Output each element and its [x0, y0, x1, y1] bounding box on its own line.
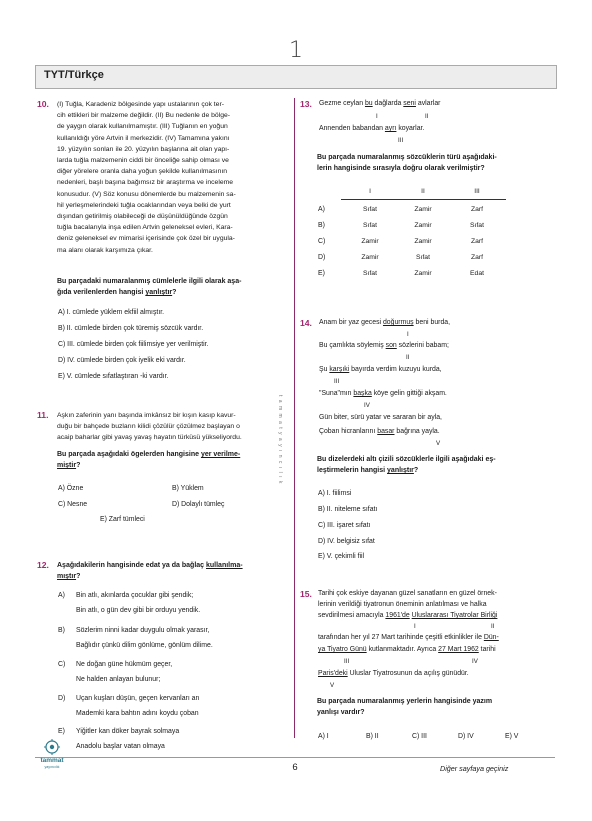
q13-l2-u: ayrı [384, 125, 397, 132]
q10-passage-line: kullanıldığı yöre Artvin il merkezidir. (IV) Tamamına yakını [57, 134, 230, 142]
q13-l1-u1: bu [364, 100, 373, 107]
q10-option-a[interactable]: A) I. cümlede yüklem ekfiil almıştır. [58, 309, 165, 316]
q14-l1-b: beni burda, [413, 319, 451, 326]
q14-l4-a: "Suna"mın [319, 390, 354, 397]
q11-passage [57, 410, 285, 444]
q10-passage-line: 19. yüzyılın sonları ile 20. yüzyılın başlarına ait olan yapı- [57, 145, 230, 153]
q14-number: 14. [300, 318, 312, 328]
q15-roman-5: V [330, 682, 335, 689]
q13-table-cell: Sıfat [363, 270, 377, 277]
q14-l3-u: karşıki [329, 366, 350, 373]
q15-option-b[interactable]: B) II [366, 733, 379, 740]
q13-l2-a: Annenden babandan [319, 125, 385, 132]
q13-roman-3: III [398, 137, 404, 144]
q10-option-b[interactable]: B) II. cümlede birden çok türemiş sözcük vardır. [58, 325, 204, 332]
q15-line-1: Tarihi çok eskiye dayanan güzel sanatların en güzel örnek- [318, 590, 497, 597]
q12-option-verse[interactable]: Bin atlı, o gün dev gibi bir orduyu yendik. [76, 607, 201, 614]
q14-l6-b: bağrına yayla. [394, 428, 440, 435]
q11-option-c[interactable]: C) Nesne [58, 501, 88, 508]
q10-passage-line: ma alanı olarak karşımıza çıkar. [57, 246, 153, 254]
q13-header-rule [448, 199, 506, 200]
q15-l5-u1: ya Tiyatro Günü [318, 646, 367, 653]
q14-stem-underlined: yanlıştır [387, 467, 414, 475]
q10-number: 10. [37, 99, 49, 109]
q14-l6-u: basar [377, 428, 395, 435]
q14-option-e[interactable]: E) V. çekimli fiil [318, 553, 365, 560]
q14-option-b[interactable]: B) II. niteleme sıfatı [318, 506, 378, 513]
q12-stem-a: Aşağıdakilerin hangisinde edat ya da bağlaç [57, 562, 206, 569]
q12-option-verse[interactable]: Anadolu başlar vatan olmaya [76, 743, 165, 750]
q15-l3-u1: 1961'de [385, 612, 410, 619]
q10-passage [57, 99, 285, 256]
q10-passage-line: de yaygın olarak kullanılmamıştır. (III) Tuğlanın en yoğun [57, 123, 228, 131]
q11-option-d[interactable]: D) Dolaylı tümleç [172, 501, 225, 508]
q15-roman-3: III [344, 658, 350, 665]
q11-passage-line: acaip baharlar gibi yavaş yavaş hayatın türküsü yükseliyordu. [57, 434, 242, 442]
q15-line-4 [318, 634, 499, 641]
q15-l6-u: Paris'deki [318, 670, 348, 677]
q13-l1-u2: seni [403, 100, 416, 107]
q13-stem [317, 152, 552, 175]
q11-stem-underlined-2: miştir [57, 462, 77, 470]
q13-table-cell: Zamir [361, 238, 379, 245]
q14-l3-a: Şu [319, 366, 330, 373]
q10-passage-line: dışından getirilmiş olabileceği de düşünüldüğünde özgün [57, 213, 228, 221]
q14-verse-1 [319, 319, 450, 326]
q14-verse-3 [319, 366, 442, 373]
q13-table-cell: Zarf [470, 254, 484, 261]
q14-l4-u: başka [353, 390, 372, 397]
q10-passage-line: deniz geleneksel ev mimarisi içerisinde çok özel bir uygula- [57, 235, 235, 243]
q12-option-verse[interactable]: Ne halden anlayan bulunur; [76, 676, 161, 683]
q14-verse-5: Gün biter, sürü yatar ve sararan bir ayla, [319, 414, 442, 421]
q14-stem [317, 454, 552, 477]
q14-option-a[interactable]: A) I. fiilimsi [318, 490, 352, 497]
q13-table-cell: Sıfat [363, 206, 377, 213]
q15-line-3 [318, 612, 497, 619]
q12-stem-underlined-2: mıştır [57, 573, 77, 581]
q13-column-header: I [369, 188, 371, 195]
q15-l3-a: sevdirilmesi amacıyla [318, 612, 386, 619]
q13-l2-b: koyarlar. [396, 125, 425, 132]
q13-verse-line-2 [319, 125, 424, 132]
q13-column-header: II [421, 188, 425, 195]
q13-table-cell: Zamir [414, 222, 432, 229]
q14-l2-u: son [385, 342, 397, 349]
q15-l3-u2: Uluslararası Tiyatrolar Birliği [411, 612, 498, 619]
q10-passage-line: larda tuğla malzemenin ciddi bir önceliğe sahip olması ve [57, 157, 229, 165]
next-page-note: Diğer sayfaya geçiniz [440, 764, 509, 773]
q13-l1-a: Gezme ceylan [319, 100, 365, 107]
q13-header-rule [341, 199, 399, 200]
logo-subtext: yayıncılık [44, 765, 60, 769]
q11-stem-a: Bu parçada aşağıdaki ögelerden hangisine [57, 451, 201, 458]
q12-number: 12. [37, 560, 49, 570]
q12-option-verse[interactable]: Ne doğan güne hükmüm geçer, [76, 661, 173, 668]
q13-l1-c: avlarlar [415, 100, 441, 107]
publisher-watermark: t a m m a t y a y ı n c ı l ı k [277, 395, 283, 485]
q12-option-verse[interactable]: Sözlerim ninni kadar duygulu olmak yarasır, [76, 627, 210, 634]
q13-verse-line-1 [319, 100, 440, 107]
q15-stem [317, 696, 552, 719]
q11-option-a[interactable]: A) Özne [58, 485, 84, 492]
q15-stem-line-1: Bu parçada numaralanmış yerlerin hangisinde yazım [317, 698, 493, 705]
q15-l4-u: Dün- [483, 634, 499, 641]
q11-number: 11. [37, 410, 49, 420]
q13-number: 13. [300, 99, 312, 109]
column-divider [294, 98, 295, 738]
q12-option-verse[interactable]: Yiğitler kan döker bayrak solmaya [76, 728, 180, 735]
q15-roman-4: IV [472, 658, 478, 665]
q10-passage-line: hil yerleşmelerindeki tuğla ocaklarından veya belki de yurt [57, 201, 231, 209]
q14-l1-a: Anam bir yaz gecesi [319, 319, 383, 326]
q14-roman-3: III [334, 378, 340, 385]
q10-stem [57, 276, 287, 299]
q13-stem-line-2: lerin hangisinde sırasıyla doğru olarak verilmiştir? [317, 165, 485, 173]
q14-l2-a: Bu çamlıkta söylemiş [319, 342, 386, 349]
q10-stem-b: ğıda verilenlerden hangisi [57, 289, 146, 297]
q15-l5-a: kutlanmaktadır. Ayrıca [366, 646, 439, 653]
q15-option-d[interactable]: D) IV [458, 733, 474, 740]
q11-passage-line: duğu bir bahçede buzların kilidi çözülür çözülmez başlayan o [57, 423, 240, 431]
q14-l3-b: bayırda verdim kuzuyu kurda, [349, 366, 442, 373]
q12-option-label[interactable]: D) [58, 695, 66, 702]
q10-option-c[interactable]: C) III. cümlede birden çok fiilimsiye yer verilmiştir. [58, 341, 209, 348]
q10-option-e[interactable]: E) V. cümlede sıfatlaştıran -ki vardır. [58, 373, 169, 380]
q13-table-cell: Zamir [414, 238, 432, 245]
q15-option-a[interactable]: A) I [318, 733, 329, 740]
q14-verse-4 [319, 390, 447, 397]
q14-roman-2: II [406, 354, 410, 361]
publisher-logo [37, 738, 67, 770]
q14-l4-b: köye gelin gittiği akşam. [371, 390, 447, 397]
q15-l4-a: tarafından her yıl 27 Mart tarihinde çeşitli etkinlikler ile [318, 634, 484, 641]
q13-option-label[interactable]: D) [318, 254, 326, 261]
q12-option-label[interactable]: E) [58, 728, 65, 735]
q12-stem [57, 560, 287, 583]
q13-header-rule [394, 199, 452, 200]
header-bar [35, 65, 557, 89]
q10-stem-a: Bu parçadaki numaralanmış cümlelerle ilgili olarak aşa- [57, 278, 242, 285]
q14-l1-u: doğurmuş [382, 319, 414, 326]
logo-text: tammat [40, 757, 64, 764]
q11-stem [57, 449, 287, 472]
q15-option-c[interactable]: C) III [412, 733, 427, 740]
q14-roman-4: IV [364, 402, 370, 409]
q10-passage-line: konusudur. (V) Söz konusu dönemlerde bu malzemenin sa- [57, 190, 236, 198]
q13-table-cell: Zarf [470, 238, 484, 245]
q11-stem-underlined-1: yer verilme- [200, 451, 241, 458]
q13-table-cell: Zamir [414, 206, 432, 213]
q13-table-cell: Edat [470, 270, 484, 277]
q11-option-b[interactable]: B) Yüklem [172, 485, 204, 492]
page-top-mark: 1 [289, 38, 303, 63]
q10-passage-line: cih ettikleri bir malzeme değildir. (II) Bu nedenle de bölge- [57, 112, 231, 120]
header-title: TYT/Türkçe [44, 69, 104, 81]
q14-option-c[interactable]: C) III. işaret sıfatı [318, 522, 371, 529]
q13-column-header: III [474, 188, 480, 195]
q12-stem-underlined-1: kullanılma- [206, 562, 243, 569]
q15-option-e[interactable]: E) V [505, 733, 519, 740]
page-number: 6 [292, 762, 298, 773]
q13-table-cell: Sıfat [416, 254, 430, 261]
q15-l6-a: Uluslar Tiyatrosunun da açılış günüdür. [347, 670, 469, 677]
q13-table-cell: Sıfat [470, 222, 484, 229]
q14-roman-5: V [436, 440, 441, 447]
q12-option-verse[interactable]: Mademki kara bahtın adını koydu çoban [76, 710, 199, 717]
footer-rule [35, 757, 555, 758]
q12-option-label[interactable]: B) [58, 627, 65, 634]
q15-line-6 [318, 670, 469, 677]
q13-option-label[interactable]: C) [318, 238, 326, 245]
q10-stem-underlined: yanlıştır [145, 289, 173, 297]
q14-stem-a: Bu dizelerdeki altı çizili sözcüklerle ilgili aşağıdaki eş- [317, 456, 496, 463]
q15-line-2: lerinin verildiği tiyatronun öneminin anlatılması ve halka [318, 601, 487, 608]
q13-option-label[interactable]: A) [318, 206, 325, 213]
q12-option-label[interactable]: A) [58, 592, 65, 599]
q13-l1-b: dağlarda [372, 100, 404, 107]
q13-option-label[interactable]: B) [318, 222, 325, 229]
q12-stem-c: ? [76, 573, 81, 581]
q13-option-label[interactable]: E) [318, 270, 325, 277]
q14-l6-a: Çoban hicranlarını [319, 428, 378, 435]
q10-passage-line: (I) Tuğla, Karadeniz bölgesinde yapı ustalarının çok ter- [57, 101, 224, 108]
q15-number: 15. [300, 589, 312, 599]
q13-table-cell: Sıfat [363, 222, 377, 229]
q14-verse-6 [319, 428, 440, 435]
q15-roman-1: I [414, 623, 416, 630]
q15-roman-2: II [491, 623, 495, 630]
q12-option-verse[interactable]: Bağlıdır çünkü dilim gönlüme, gönlüm dilime. [76, 642, 213, 649]
q14-l2-b: sözlerini babam; [396, 342, 449, 349]
q11-stem-c: ? [76, 462, 81, 470]
q10-passage-line: tuğla bacalarıyla inşa edilen Artvin geleneksel evleri, Kara- [57, 224, 233, 232]
q15-line-5 [318, 646, 496, 653]
q14-stem-c: ? [413, 467, 419, 475]
q14-option-d[interactable]: D) IV. belgisiz sıfat [318, 538, 375, 545]
q15-stem-line-2: yanlışı vardır? [317, 709, 365, 717]
q10-passage-line: diğer yörelere oranla daha yoğun şekilde kullanılmasının [57, 168, 228, 176]
q13-roman-2: II [425, 113, 429, 120]
q14-roman-1: I [407, 331, 409, 338]
q13-roman-1: I [376, 113, 378, 120]
q13-table-cell: Zamir [414, 270, 432, 277]
q12-option-verse[interactable]: Bin atlı, akınlarda çocuklar gibi şendik; [76, 592, 194, 599]
q12-option-verse[interactable]: Uçan kuşları düşün, geçen kervanları an [76, 695, 200, 702]
q10-stem-c: ? [172, 289, 177, 297]
q13-stem-line-1: Bu parçada numaralanmış sözcüklerin türü aşağıdaki- [317, 154, 497, 161]
q10-option-d[interactable]: D) IV. cümlede birden çok iyelik eki vardır. [58, 357, 186, 364]
q11-option-e[interactable]: E) Zarf tümleci [100, 516, 145, 523]
q10-passage-line: nedenleri, başlı başına bağımsız bir araştırma ve inceleme [57, 179, 234, 187]
q13-table-cell: Zamir [361, 254, 379, 261]
q14-verse-2 [319, 342, 449, 349]
q13-table-cell: Zarf [470, 206, 484, 213]
q15-l5-u2: 27 Mart 1962 [438, 646, 479, 653]
q14-stem-b: leştirmelerin hangisi [317, 467, 388, 475]
q11-passage-line: Aşkın zaferinin yanı başında imkânsız bir kışın kasıp kavur- [57, 412, 236, 419]
q15-l5-b: tarihi [478, 646, 496, 653]
q12-option-label[interactable]: C) [58, 661, 66, 668]
